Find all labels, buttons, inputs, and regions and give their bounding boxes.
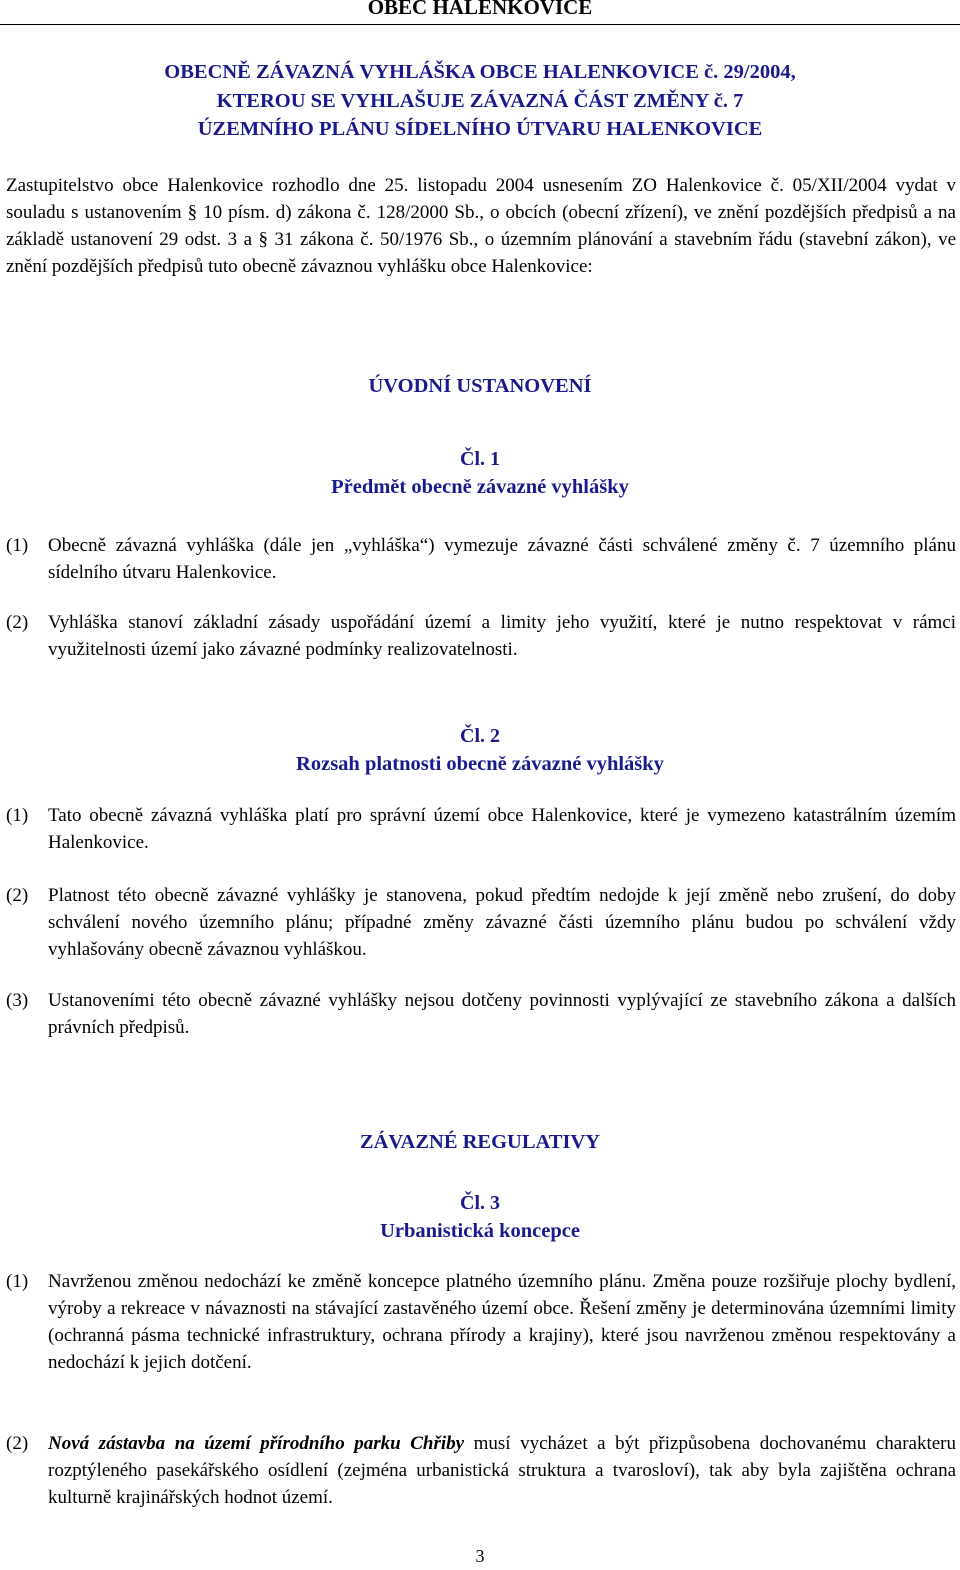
article-2-name: Rozsah platnosti obecně závazné vyhlášky — [296, 753, 664, 775]
intro-paragraph: Zastupitelstvo obce Halenkovice rozhodlo dne 25. listopadu 2004 usnesením ZO Halenkovice č. 05/XII/2004 vydat v souladu s ustanovením § 10 písm. d) zákona č. 128/2000 Sb., o obcích (obecní zřízení), ve znění pozdějších předpisů a na základě ustanovení 29 odst. 3 a § 31 zákona č. 50/1976 Sb., o územním plánování a stavebním řádu (stavební zákon), ve znění pozdějších předpisů tuto obecně závaznou vyhlášku obce Halenkovice: — [6, 175, 956, 277]
item-number: (2) — [6, 1433, 29, 1454]
item-text — [48, 1430, 956, 1511]
article-1-number: Čl. 1 — [460, 448, 500, 470]
article-2-number: Čl. 2 — [460, 725, 500, 747]
item-number: (1) — [6, 1271, 29, 1292]
item-number: (1) — [6, 805, 29, 826]
article-1-item-2 — [6, 609, 956, 663]
article-1-item-1 — [6, 532, 956, 586]
title-line-2: KTEROU SE VYHLAŠUJE ZÁVAZNÁ ČÁST ZMĚNY č. 7 — [216, 89, 744, 112]
item-text: Ustanoveními této obecně závazné vyhlášky nejsou dotčeny povinnosti vyplývající ze stavebního zákona a dalších právních předpisů. — [48, 990, 956, 1038]
document-title — [0, 58, 960, 144]
item-text-rest: musí vycházet a být přizpůsobena dochovanému charakteru rozptýleného pasekářského osídlení (zejména urbanistická struktura a tvarosloví), tak aby byla zajištěna ochrana kulturně krajinářských hodnot území. — [48, 1433, 956, 1508]
item-number: (3) — [6, 990, 29, 1011]
section-heading-regulations: ZÁVAZNÉ REGULATIVY — [359, 1131, 601, 1153]
item-number: (2) — [6, 885, 29, 906]
item-text: Tato obecně závazná vyhláška platí pro správní území obce Halenkovice, které je vymezeno katastrálním územím Halenkovice. — [48, 805, 956, 853]
item-number: (1) — [6, 535, 29, 556]
item-text: Obecně závazná vyhláška (dále jen „vyhláška“) vymezuje závazné části schválené změny č. 7 územního plánu sídelního útvaru Halenkovice. — [48, 535, 956, 583]
article-2-item-2 — [6, 882, 956, 963]
item-text: Vyhláška stanoví základní zásady uspořádání území a limity jeho využití, které je nutno respektovat v rámci využitelnosti území jako závazné podmínky realizovatelnosti. — [48, 612, 956, 660]
item-emphasis: Nová zástavba na území přírodního parku Chřiby — [48, 1433, 465, 1454]
article-2-item-1 — [6, 802, 956, 856]
item-number: (2) — [6, 612, 29, 633]
title-line-3: ÚZEMNÍHO PLÁNU SÍDELNÍHO ÚTVARU HALENKOVICE — [197, 118, 763, 140]
header-rule — [0, 24, 960, 25]
article-3-item-1 — [6, 1268, 956, 1376]
article-3-number: Čl. 3 — [460, 1192, 500, 1214]
page-header: OBEC HALENKOVICE — [367, 0, 593, 19]
title-line-1: OBECNĚ ZÁVAZNÁ VYHLÁŠKA OBCE HALENKOVICE č. 29/2004, — [164, 61, 796, 83]
article-3-item-2 — [6, 1430, 956, 1511]
page-number: 3 — [475, 1546, 485, 1566]
item-text: Navrženou změnou nedochází ke změně koncepce platného územního plánu. Změna pouze rozšiřuje plochy bydlení, výroby a rekreace v návaznosti na stávající zastavěného území obce. Řešení změny je determinována územními limity (ochranná pásma technické infrastruktury, ochrana přírody a krajiny), které jsou navrženou změnou respektovány a nedochází k jejich dotčení. — [48, 1271, 956, 1373]
article-1-name: Předmět obecně závazné vyhlášky — [331, 476, 629, 498]
article-2-item-3 — [6, 987, 956, 1041]
section-heading-intro: ÚVODNÍ USTANOVENÍ — [368, 375, 592, 397]
item-text: Platnost této obecně závazné vyhlášky je stanovena, pokud předtím nedojde k její změně nebo zrušení, do doby schválení nového územního plánu; případné změny závazné části územního plánu budou po schválení vždy vyhlašovány obecně závaznou vyhláškou. — [48, 885, 956, 960]
article-3-name: Urbanistická koncepce — [380, 1220, 580, 1242]
